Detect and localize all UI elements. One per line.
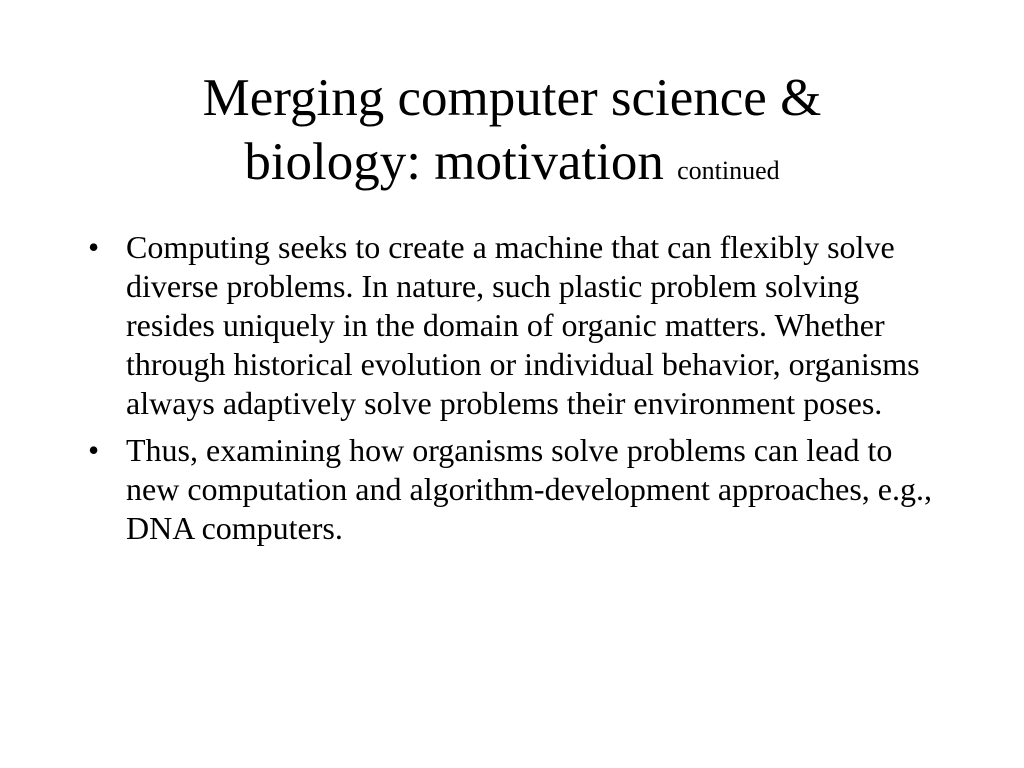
title-suffix: continued bbox=[677, 156, 780, 185]
bullet-icon: • bbox=[88, 432, 100, 468]
slide-title bbox=[60, 66, 964, 203]
bullet-item bbox=[88, 228, 948, 423]
bullet-text: Thus, examining how organisms solve problems can lead to new computation and algorithm-development approaches, e.g., DNA computers. bbox=[126, 432, 932, 546]
title-line-1: Merging computer science & bbox=[202, 69, 822, 127]
bullet-list bbox=[88, 228, 948, 556]
bullet-icon: • bbox=[88, 229, 100, 265]
title-line-2: biology: motivation bbox=[244, 133, 664, 191]
bullet-text: Computing seeks to create a machine that can flexibly solve diverse problems. In nature, such plastic problem solving resides uniquely in the domain of organic matters. Whether through historical evolution or individual behavior, organisms always adaptively solve problems their environment poses. bbox=[126, 229, 920, 421]
bullet-item bbox=[88, 431, 948, 548]
